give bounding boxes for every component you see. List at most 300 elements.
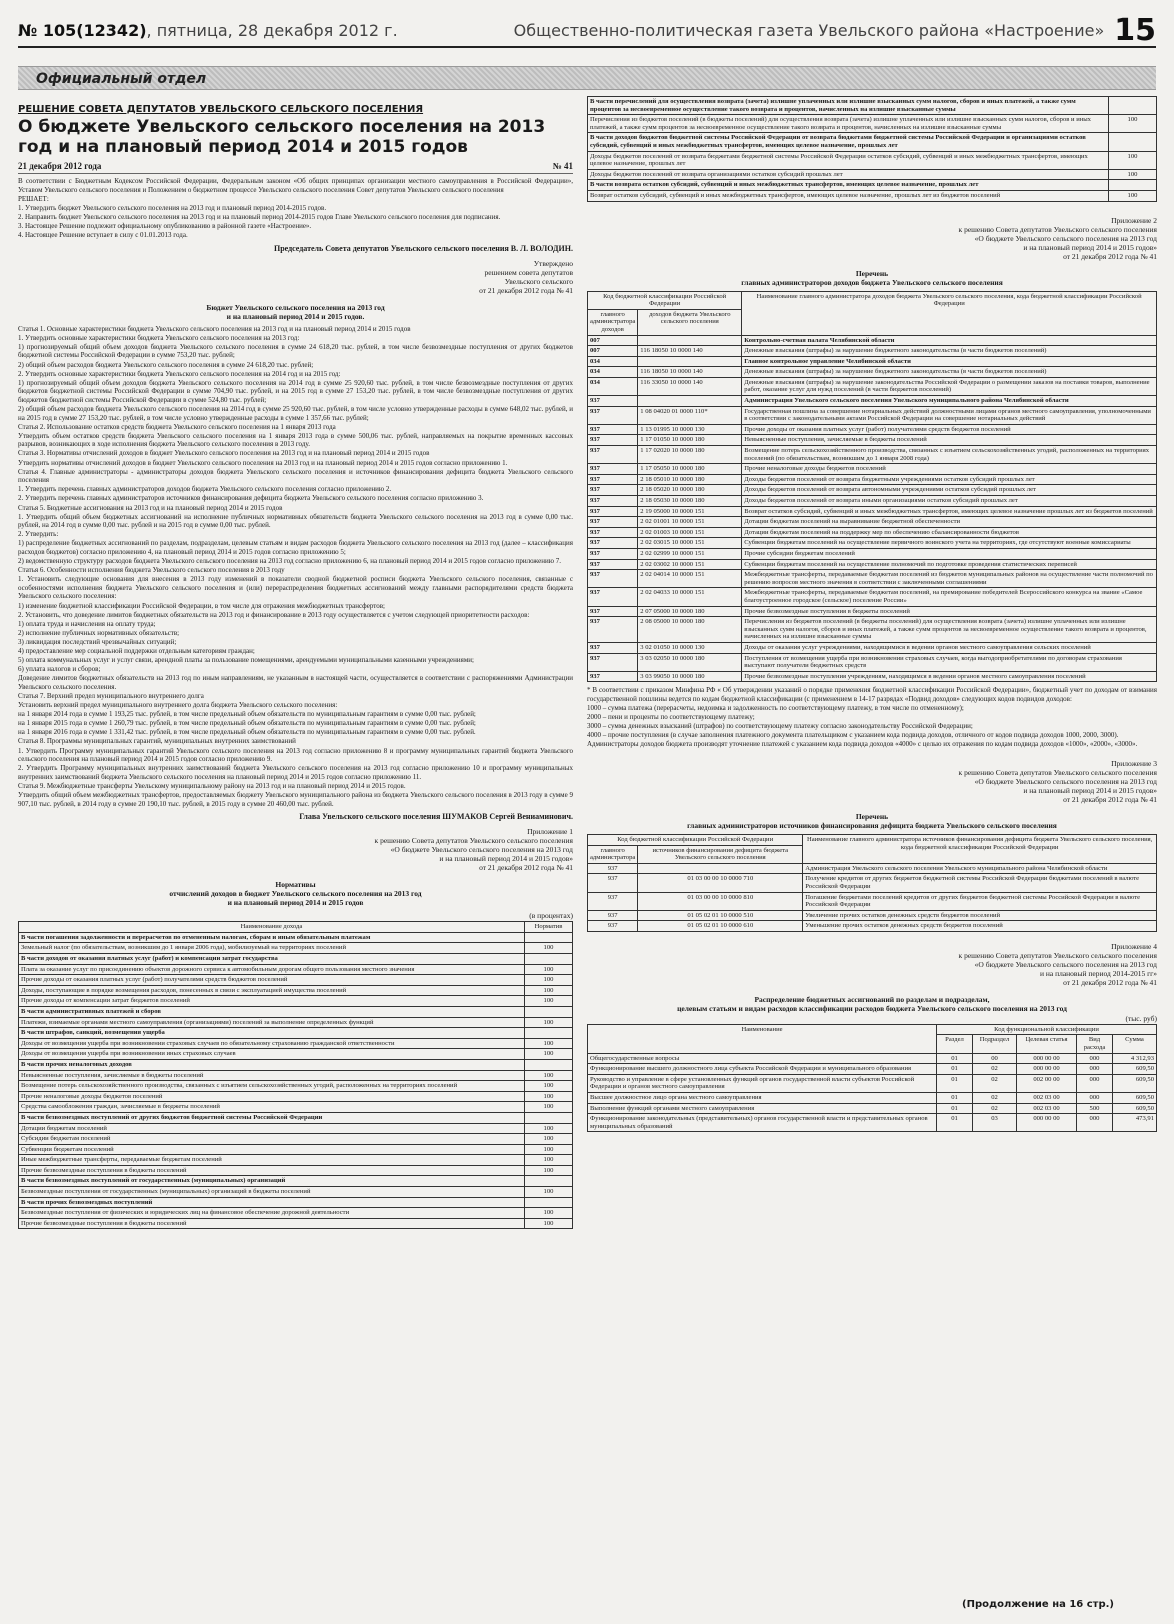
income-norm: 100 (525, 1208, 573, 1219)
table-row (588, 396, 1157, 407)
app3-title: Перечень главных администраторов источников финансирования дефицита бюджета Увельского сельского поселения (687, 811, 1057, 830)
income-code (638, 335, 742, 346)
income-description: Межбюджетные трансферты, передаваемые бюджетам поселений из бюджетов муниципальных районов на осуществление части полномочий по решению вопросов местного значения в соответствии с заключенными соглашениями (742, 570, 1157, 588)
income-name: Доходы от возмещения ущерба при возникновении страховых случаев по обязательному страхованию гражданской ответственности (19, 1038, 525, 1049)
expense-type: 000 (1077, 1093, 1113, 1104)
article-paragraph: 1) оплата труда и начисления на оплату труда; (18, 619, 156, 628)
table-row (588, 474, 1157, 485)
income-name: Прочие безвозмездные поступления в бюджеты поселений (19, 1218, 525, 1229)
table-row (588, 642, 1157, 653)
income-name: В части безвозмездных поступлений от других бюджетов бюджетной системы Российской Федерации (19, 1112, 525, 1123)
page-number: 15 (1114, 12, 1156, 48)
source-code: 01 05 02 01 10 0000 610 (638, 921, 803, 932)
table-row (588, 180, 1157, 191)
income-name: Прочие доходы от компенсации затрат бюджетов поселений (19, 996, 525, 1007)
income-name: Дотации бюджетам поселений (19, 1123, 525, 1134)
subsection-code: 03 (973, 1114, 1017, 1132)
table-row (588, 538, 1157, 549)
article-paragraph: 1. Утвердить Программу муниципальных гарантий Увельского сельского поселения на 2013 год согласно приложению 8 и программу муниципальных гарантий бюджета Увельского сельского поселения на плановый период 2014 и 2015 годов согласно приложению 9. (18, 746, 573, 764)
table-row (588, 1103, 1157, 1114)
admin-code: 937 (588, 506, 638, 517)
table-row (588, 1074, 1157, 1092)
income-name: В части прочих неналоговых доходов (19, 1059, 525, 1070)
income-norm: 100 (525, 996, 573, 1007)
left-column (18, 104, 573, 1229)
table-row (19, 1176, 573, 1187)
footnote-line: 1000 – сумма платежа (перерасчеты, недоимка и задолженность по соответствующему платежу, в том числе по отмененному); (587, 703, 964, 712)
admin-code: 937 (588, 642, 638, 653)
table-row (588, 506, 1157, 517)
table-row (588, 1053, 1157, 1064)
decision-kicker: РЕШЕНИЕ СОВЕТА ДЕПУТАТОВ УВЕЛЬСКОГО СЕЛЬСКОГО ПОСЕЛЕНИЯ (18, 104, 424, 115)
income-name: Прочие неналоговые доходы бюджетов поселений (19, 1091, 525, 1102)
app4-header-target: Целевая статья (1017, 1035, 1077, 1053)
table-row (588, 485, 1157, 496)
article-paragraph: Утвердить объем остатков средств бюджета Увельского сельского поселения на 1 января 2013 года в сумме 500,06 тыс. рублей, направляемых на покрытие временных кассовых разрывов, возникающих в ходе исполнения бюджета Увельского сельского поселения в 2013 году. (18, 431, 573, 449)
table-row (588, 435, 1157, 446)
article-paragraph: 2. Установить, что доведение лимитов бюджетных обязательств на 2013 год и финансирование в 2013 году осуществляется с учетом следующей приоритетности расходов: (18, 610, 530, 619)
income-norm: 100 (525, 1017, 573, 1028)
app1-table (18, 921, 573, 1229)
article-paragraph: 4) предоставление мер социальной поддержки отдельным категориям граждан; (18, 647, 255, 656)
table-row (19, 1155, 573, 1166)
income-description: Прочие доходы от оказания платных услуг (работ) получателями средств бюджетов поселений (742, 424, 1157, 435)
income-description: Доходы бюджетов поселений от возврата иными организациями остатков субсидий прошлых лет (742, 496, 1157, 507)
income-norm: 100 (525, 975, 573, 986)
app3-reference: Приложение 3 к решению Совета депутатов Увельского сельского поселения «О бюджете Увельского сельского поселения на 2013 год и на плановый период 2014 и 2015 годов» от 21 декабря 2012 года № 41 (958, 758, 1157, 804)
table-row (19, 1028, 573, 1039)
decision-text (18, 177, 573, 240)
app1-continued-table (587, 96, 1157, 202)
table-row (588, 671, 1157, 682)
income-norm: 100 (1109, 169, 1157, 180)
article-paragraph: 1. Утвердить основные характеристики бюджета Увельского сельского поселения на 2013 год: (18, 333, 300, 342)
income-norm: 100 (1109, 190, 1157, 201)
admin-code: 937 (588, 424, 638, 435)
article-paragraph: Статья 2. Использование остатков средств бюджета Увельского сельского поселения на 1 января 2013 года (18, 422, 336, 431)
section-code: 01 (937, 1114, 973, 1132)
income-norm (525, 954, 573, 965)
income-name: Иные межбюджетные трансферты, передаваемые бюджетам поселений (19, 1155, 525, 1166)
article-paragraph: 1. Утвердить перечень главных администраторов доходов бюджета Увельского сельского поселения согласно приложению 2. (18, 485, 392, 494)
table-row (588, 367, 1157, 378)
income-norm: 100 (525, 1134, 573, 1145)
issue-number: № 105(12342) (18, 20, 147, 40)
section-code: 01 (937, 1103, 973, 1114)
article-paragraph: Статья 5. Бюджетные ассигнования на 2013 год и на плановый период 2014 и 2015 годов (18, 503, 283, 512)
income-description: Администрация Увельского сельского поселения Увельского муниципального района Челябинской области (742, 396, 1157, 407)
income-description: Межбюджетные трансферты, передаваемые бюджетам поселений, на премирование победителей Всероссийского конкурса на звание «Самое благоустроенное городское (сельское) поселение России» (742, 588, 1157, 606)
table-row (588, 169, 1157, 180)
app3-header-name: Наименование главного администратора источников финансирования дефицита бюджета Увельского сельского поселения, кода бюджетной классификации Российской Федерации (803, 834, 1157, 863)
article-paragraph: 2) общий объем расходов бюджета Увельского сельского поселения в сумме 24 618,20 тыс. рублей; (18, 360, 314, 369)
subsection-code: 02 (973, 1093, 1017, 1104)
expense-sum: 609,50 (1113, 1103, 1157, 1114)
admin-code: 937 (588, 435, 638, 446)
admin-code: 937 (588, 406, 638, 424)
admin-code: 937 (588, 570, 638, 588)
table-row (588, 335, 1157, 346)
income-code: 1 13 01995 10 0000 130 (638, 424, 742, 435)
table-row (588, 606, 1157, 617)
expense-sum: 473,91 (1113, 1114, 1157, 1132)
table-row (588, 115, 1157, 133)
income-norm: 100 (525, 1081, 573, 1092)
income-norm: 100 (525, 1165, 573, 1176)
article-paragraph: 2) ведомственную структуру расходов бюджета Увельского сельского поселения на 2013 год согласно приложению 6, на плановый период 2014 и 2015 годов согласно приложению 7. (18, 557, 561, 566)
income-description: Денежные взыскания (штрафы) за нарушение бюджетного законодательства (в части бюджетов поселений) (742, 346, 1157, 357)
table-row (19, 1134, 573, 1145)
admin-code: 007 (588, 346, 638, 357)
income-name: Возмещение потерь сельскохозяйственного производства, связанных с изъятием сельскохозяйственных угодий, расположенных на территориях поселений (19, 1081, 525, 1092)
article-paragraph: 2. Утвердить Программу муниципальных внутренних заимствований бюджета Увельского сельского поселения на 2013 год согласно приложению 10 и программу муниципальных внутренних заимствований бюджета Увельского сельского поселения на плановый период 2014 и 2015 годов согласно приложению 11. (18, 764, 573, 781)
admin-code: 937 (588, 474, 638, 485)
table-row (19, 1102, 573, 1113)
income-norm (1109, 97, 1157, 115)
admin-code: 034 (588, 377, 638, 395)
section-title: Официальный отдел (18, 66, 1156, 90)
table-row (19, 1059, 573, 1070)
income-description: Возврат остатков субсидий, субвенций и иных межбюджетных трансфертов, имеющих целевое назначение прошлых лет из бюджетов поселений (742, 506, 1157, 517)
income-code: 3 03 02050 10 0000 180 (638, 653, 742, 671)
article-paragraph: на 1 января 2016 года в сумме 1 331,42 тыс. рублей, в том числе предельный объем обязательств по муниципальным гарантиям в сумме 0,00 тыс. рублей. (18, 728, 476, 737)
expense-name: Руководство и управление в сфере установленных функций органов государственной власти субъектов Российской Федерации и органов местного самоуправления (588, 1074, 937, 1092)
income-name: Прочие доходы от оказания платных услуг (работ) получателями средств бюджетов поселений (19, 975, 525, 986)
app4-header-subsection: Подраздел (973, 1035, 1017, 1053)
table-row (588, 1114, 1157, 1132)
income-code: 1 17 05050 10 0000 180 (638, 464, 742, 475)
table-row (19, 1038, 573, 1049)
table-row (588, 446, 1157, 464)
issue-info (18, 21, 398, 40)
table-row (588, 517, 1157, 528)
admin-code: 937 (588, 559, 638, 570)
subsection-code: 00 (973, 1053, 1017, 1064)
expense-type: 000 (1077, 1064, 1113, 1075)
article-paragraph: 2. Утвердить основные характеристики бюджета Увельского сельского поселения на 2014 год и на 2015 год: (18, 369, 341, 378)
section-code: 01 (937, 1093, 973, 1104)
target-code: 000 00 00 (1017, 1114, 1077, 1132)
paragraph: 3. Настоящее Решение подлежит официальному опубликованию в районной газете «Настроение». (18, 221, 312, 230)
income-name: Безвозмездные поступления от физических и юридических лиц на финансовое обеспечение дорожной деятельности (19, 1208, 525, 1219)
income-name: Перечисления из бюджетов поселений (в бюджеты поселений) для осуществления возврата (зачета) излишне уплаченных или излишне взысканных сумм налогов, сборов и иных платежей, а также сумм процентов за несвоевременное осуществление такого возврата и процентов, начисленных на излишне взысканные суммы (588, 115, 1109, 133)
table-row (19, 954, 573, 965)
article-paragraph: на 1 января 2015 года в сумме 1 260,79 тыс. рублей, в том числе предельный объем обязательств по муниципальным гарантиям в сумме 0,00 тыс. рублей; (18, 719, 476, 728)
page-header (18, 14, 1156, 48)
income-name: Плата за оказание услуг по присоединению объектов дорожного сервиса к автомобильным дорогам общего пользования местного значения (19, 964, 525, 975)
app2-header-name: Наименование главного администратора доходов бюджета Увельского сельского поселения, кода бюджетной классификации Российской Федерации (742, 291, 1157, 335)
income-description: Доходы от оказания услуг учреждениями, находящимися в ведении органов местного самоуправления сельских поселений (742, 642, 1157, 653)
table-row (588, 874, 1157, 892)
subsection-code: 02 (973, 1103, 1017, 1114)
article-paragraph: 1. Установить следующие основания для внесения в 2013 году изменений в показатели сводной бюджетной росписи бюджета Увельского сельского поселения, связанные с особенностями исполнения бюджета Увельского сельского поселения и (или) перераспределения бюджетных ассигнований между главными распорядителями средств бюджета Увельского сельского поселения: (18, 575, 573, 601)
admin-code: 937 (588, 874, 638, 892)
table-row (19, 1049, 573, 1060)
table-row (19, 1144, 573, 1155)
section-code: 01 (937, 1064, 973, 1075)
footnote-line: * В соответствии с приказом Минфина РФ « Об утверждении указаний о порядке применения бюджетной классификации Российской Федерации», бюджетный учет по доходам от взимания государственной пошлины ведется по кодам бюджетной классификации (с применением в 14-17 разрядах «Подвид доходов» следующих кодов подвидов доходов: (587, 686, 1157, 703)
app2-reference: Приложение 2 к решению Совета депутатов Увельского сельского поселения «О бюджете Увельского сельского поселения на 2013 год и на плановый период 2014 и 2015 годов» от 21 декабря 2012 года № 41 (958, 215, 1157, 261)
article-paragraph: 6) уплата налогов и сборов; (18, 665, 101, 674)
income-description: Контрольно-счетная палата Челябинской области (742, 335, 1157, 346)
subsection-code: 02 (973, 1064, 1017, 1075)
income-norm: 100 (1109, 151, 1157, 169)
approval-note: Утверждено решением совета депутатов Увельского сельского от 21 декабря 2012 года № 41 (479, 258, 573, 295)
article-paragraph: Утвердить нормативы отчислений доходов в бюджет Увельского сельского поселения на 2013 год и на плановый период 2014 и 2015 годов согласно приложению 1. (18, 458, 508, 467)
income-description: Прочие безвозмездные поступления в бюджеты поселений (742, 606, 1157, 617)
income-code: 2 18 05030 10 0000 180 (638, 496, 742, 507)
app1-header-norm: Норматив (525, 922, 573, 933)
income-description: Перечисления из бюджетов поселений (в бюджеты поселений) для осуществления возврата (зачета) излишне уплаченных или излишне взысканных сумм налогов, сборов и иных платежей, а также сумм процентов за несвоевременное осуществление такого возврата и процентов, начисленных на излишне взысканные суммы (742, 617, 1157, 643)
expense-name: Функционирование высшего должностного лица субъекта Российской Федерации и муниципального образования (588, 1064, 937, 1075)
income-norm: 100 (525, 1038, 573, 1049)
income-name: Доходы бюджетов поселений от возврата бюджетами бюджетной системы Российской Федерации остатков субсидий, субвенций и иных межбюджетных трансфертов, имеющих целевое назначение, прошлых лет (588, 151, 1109, 169)
decision-number: № 41 (552, 161, 573, 171)
income-description: Субвенции бюджетам поселений на осуществление первичного воинского учета на территориях, где отсутствуют военные комиссариаты (742, 538, 1157, 549)
app1-header-name: Наименование дохода (19, 922, 525, 933)
footnote-line: 4000 – прочие поступления (в случае заполнения платежного документа плательщиком с указанием кода подвида доходов, отличного от кодов подвида доходов 1000, 2000, 3000). (587, 731, 1119, 740)
app3-header-code: Код бюджетной классификации Российской Федерации (588, 834, 803, 845)
table-row (19, 1112, 573, 1123)
footnote-line: 3000 – сумма денежных взысканий (штрафов) по соответствующему платежу согласно законодательству Российской Федерации; (587, 722, 973, 731)
admin-code: 034 (588, 367, 638, 378)
income-name: Возврат остатков субсидий, субвенций и иных межбюджетных трансфертов, имеющих целевое назначение, прошлых лет из бюджетов поселений (588, 190, 1109, 201)
income-name: В части штрафов, санкций, возмещения ущерба (19, 1028, 525, 1039)
income-code: 1 08 04020 01 0000 110* (638, 406, 742, 424)
app4-table (587, 1024, 1157, 1133)
app4-header-name: Наименование (588, 1024, 937, 1053)
income-description: Главное контрольное управление Челябинской области (742, 356, 1157, 367)
income-description: Поступления от возмещения ущерба при возникновении страховых случаев, когда выгодоприобретателями по договорам страхования выступают получатели бюджетных средств (742, 653, 1157, 671)
income-name: В части безвозмездных поступлений от государственных (муниципальных) организаций (19, 1176, 525, 1187)
income-code: 3 03 99050 10 0000 180 (638, 671, 742, 682)
income-code (638, 356, 742, 367)
expense-sum: 609,50 (1113, 1064, 1157, 1075)
income-code: 2 02 02999 10 0000 151 (638, 548, 742, 559)
income-description: Невыясненные поступления, зачисляемые в бюджеты поселений (742, 435, 1157, 446)
table-row (19, 1165, 573, 1176)
source-description: Увеличение прочих остатков денежных средств бюджетов поселений (803, 910, 1157, 921)
table-row (19, 943, 573, 954)
article-paragraph: 2. Утвердить перечень главных администраторов источников финансирования дефицита бюджета Увельского сельского поселения согласно приложению 3. (18, 494, 484, 503)
table-row (588, 424, 1157, 435)
app4-header-group: Код функциональной классификации (937, 1024, 1157, 1035)
app4-header-sum: Сумма (1113, 1035, 1157, 1053)
head-signature: Глава Увельского сельского поселения ШУМАКОВ Сергей Вениаминович. (299, 812, 573, 822)
table-row (588, 1064, 1157, 1075)
income-norm (1109, 180, 1157, 191)
income-code: 1 17 01050 10 0000 180 (638, 435, 742, 446)
article-paragraph: Статья 4. Главные администраторы - администраторы доходов бюджета Увельского сельского поселения и источников финансирования дефицита бюджета Увельского сельского поселения (18, 467, 573, 485)
income-name: В части прочих безвозмездных поступлений (19, 1197, 525, 1208)
table-row (19, 964, 573, 975)
income-name: Доходы бюджетов поселений от возврата организациями остатков субсидий прошлых лет (588, 169, 1109, 180)
admin-code: 937 (588, 464, 638, 475)
income-code: 2 19 05000 10 0000 151 (638, 506, 742, 517)
income-name: В части перечислений для осуществления возврата (зачета) излишне уплаченных или излишне взысканных сумм налогов, сборов и иных платежей, а также сумм процентов за несвоевременное осуществление такого возврата и процентов, начисленных на излишне взысканные суммы (588, 97, 1109, 115)
income-norm: 100 (525, 1187, 573, 1198)
app3-header-source: источников финансирования дефицита бюджета Увельского сельского поселения (638, 845, 803, 863)
admin-code: 007 (588, 335, 638, 346)
app4-unit: (тыс. руб) (1125, 1013, 1157, 1023)
table-row (588, 617, 1157, 643)
article-paragraph: Статья 8. Программы муниципальных гарантий, муниципальных внутренних заимствований (18, 737, 296, 746)
income-code: 2 02 01003 10 0000 151 (638, 527, 742, 538)
income-description: Прочие безвозмездные поступления учреждениям, находящимся в ведении органов местного самоуправления поселений (742, 671, 1157, 682)
income-norm: 100 (525, 985, 573, 996)
table-row (19, 932, 573, 943)
table-row (19, 1208, 573, 1219)
income-norm: 100 (525, 1123, 573, 1134)
paragraph: 1. Утвердить бюджет Увельского сельского поселения на 2013 год и плановый период 2014-2015 годов. (18, 203, 327, 212)
article-paragraph: 1) распределение бюджетных ассигнований по разделам, подразделам, целевым статьям и видам расходов бюджета Увельского сельского поселения на 2013 год (далее – классификация расходов бюджетов) согласно приложению 4, на плановый период 2014 и 2015 годов согласно приложению 5; (18, 539, 573, 556)
app4-reference: Приложение 4 к решению Совета депутатов Увельского сельского поселения «О бюджете Увельского сельского поселения на 2013 год и на плановый период 2014-2015 гг» от 21 декабря 2012 года № 41 (958, 941, 1157, 987)
income-name: Земельный налог (по обязательствам, возникшим до 1 января 2006 года), мобилизуемый на территориях поселений (19, 943, 525, 954)
continued-note: (Продолжение на 16 стр.) (962, 1599, 1114, 1610)
income-code: 2 18 05020 10 0000 180 (638, 485, 742, 496)
article-paragraph: 5) оплата коммунальных услуг и услуг связи, арендной платы за пользование помещениями, арендуемыми муниципальными казенными учреждениями; (18, 656, 474, 665)
income-code: 116 18050 10 0000 140 (638, 346, 742, 357)
app1-reference: Приложение 1 к решению Совета депутатов Увельского сельского поселения «О бюджете Увельского сельского поселения на 2013 год и на плановый период 2014 и 2015 годов» от 21 декабря 2012 года № 41 (374, 827, 573, 873)
income-code: 2 02 04014 10 0000 151 (638, 570, 742, 588)
income-description: Дотации бюджетам поселений на поддержку мер по обеспечению сбалансированности бюджетов (742, 527, 1157, 538)
admin-code: 937 (588, 617, 638, 643)
income-norm (525, 1028, 573, 1039)
admin-code: 937 (588, 892, 638, 910)
income-description: Прочие субсидии бюджетам поселений (742, 548, 1157, 559)
article-paragraph: 1. Утвердить общий объем бюджетных ассигнований на исполнение публичных нормативных обязательств бюджета Увельского сельского поселения на 2013 год в сумме 0,00 тыс. рублей, на 2014 год в сумме 0,00 тыс. рублей и на 2015 год в сумме 0,00 тыс. рублей. (18, 512, 573, 530)
income-name: Прочие безвозмездные поступления в бюджеты поселений (19, 1165, 525, 1176)
table-row (588, 559, 1157, 570)
income-code: 2 02 03002 10 0000 151 (638, 559, 742, 570)
income-description: Дотации бюджетам поселений на выравнивание бюджетной обеспеченности (742, 517, 1157, 528)
expense-name: Высшее должностное лицо органа местного самоуправления (588, 1093, 937, 1104)
article-paragraph: 2. Утвердить: (18, 530, 59, 539)
income-name: Невыясненные поступления, зачисляемые в бюджеты поселений (19, 1070, 525, 1081)
section-code: 01 (937, 1053, 973, 1064)
income-norm: 100 (525, 964, 573, 975)
paragraph: 2. Направить бюджет Увельского сельского поселения на 2013 год и на плановый период 2014-2015 годов Главе Увельского сельского поселения для подписания. (18, 212, 501, 221)
app2-title: Перечень главных администраторов доходов бюджета Увельского сельского поселения (741, 268, 1003, 287)
table-row (19, 1218, 573, 1229)
income-norm (525, 1006, 573, 1017)
table-row (19, 1017, 573, 1028)
paragraph: РЕШАЕТ: (18, 194, 49, 203)
article-paragraph: 2) исполнение публичных нормативных обязательств; (18, 628, 180, 637)
table-row (588, 653, 1157, 671)
article-paragraph: Доведение лимитов бюджетных обязательств на 2013 год по иным направлениям, не указанным в настоящей части, осуществляется в соответствии с распоряжениями Администрации Увельского сельского поселения. (18, 674, 573, 691)
source-code: 01 03 00 00 10 0000 710 (638, 874, 803, 892)
admin-code: 937 (588, 517, 638, 528)
source-description: Уменьшение прочих остатков денежных средств бюджетов поселений (803, 921, 1157, 932)
table-row (588, 97, 1157, 115)
target-code: 002 03 00 (1017, 1103, 1077, 1114)
app1-unit: (в процентах) (529, 911, 573, 921)
admin-code: 937 (588, 653, 638, 671)
income-description: Государственная пошлина за совершение нотариальных действий должностными лицами органов местного самоуправления, уполномоченными в соответствии с законодательными актами Российской Федерации на совершение нотариальных действий (742, 406, 1157, 424)
income-name: В части возврата остатков субсидий, субвенций и иных межбюджетных трансфертов, имеющих целевое назначение, прошлых лет (588, 180, 1109, 191)
expense-name: Функционирование законодательных (представительных) органов государственной власти и представительных органов муниципальных образований (588, 1114, 937, 1132)
budget-title: Бюджет Увельского сельского поселения на 2013 год и на плановый период 2014 и 2015 годов. (206, 302, 385, 321)
income-norm (525, 1059, 573, 1070)
table-row (19, 1006, 573, 1017)
article-paragraph: Установить верхний предел муниципального внутреннего долга бюджета Увельского сельского поселения: (18, 701, 338, 710)
table-row (588, 346, 1157, 357)
newspaper-name: Общественно-политическая газета Увельского района «Настроение» (513, 20, 1105, 40)
table-row (588, 377, 1157, 395)
income-code: 2 02 01001 10 0000 151 (638, 517, 742, 528)
income-name: В части административных платежей и сборов (19, 1006, 525, 1017)
paragraph: В соответствии с Бюджетным Кодексом Российской Федерации, Федеральным законом «Об общих принципах организации местного самоуправления в Российской Федерации», Уставом Увельского сельского поселения и Положением о бюджетном процессе Увельского сельского поселения Совет депутатов Увельского сельского поселения (18, 177, 573, 194)
table-row (588, 910, 1157, 921)
app4-header-section: Раздел (937, 1035, 973, 1053)
income-code: 2 08 05000 10 0000 180 (638, 617, 742, 643)
article-paragraph: на 1 января 2014 года в сумме 1 193,25 тыс. рублей, в том числе предельный объем обязательств по муниципальным гарантиям в сумме 0,00 тыс. рублей; (18, 710, 476, 719)
income-name: Безвозмездные поступления от государственных (муниципальных) организаций в бюджеты поселений (19, 1187, 525, 1198)
footnote-line: 2000 – пени и проценты по соответствующему платежу; (587, 713, 755, 722)
income-description: Денежные взыскания (штрафы) за нарушение бюджетного законодательства (в части бюджетов поселений) (742, 367, 1157, 378)
income-code: 2 02 03015 10 0000 151 (638, 538, 742, 549)
income-name: Средства самообложения граждан, зачисляемые в бюджеты поселений (19, 1102, 525, 1113)
income-norm: 100 (525, 1091, 573, 1102)
income-name: Доходы от возмещения ущерба при возникновении иных страховых случаев (19, 1049, 525, 1060)
subsection-code: 02 (973, 1074, 1017, 1092)
paragraph: 4. Настоящее Решение вступает в силу с 01.01.2013 года. (18, 231, 188, 240)
footnote-line: Администраторы доходов бюджета производят уточнение платежей с указанием кода подвида доходов «4000» с целью их отражения по кодам подвида доходов «1000», «2000», «3000». (587, 740, 1138, 749)
source-code (638, 863, 803, 874)
table-row (588, 496, 1157, 507)
source-description: Погашение бюджетами поселений кредитов от других бюджетов бюджетной системы Российской Федерации в валюте Российской Федерации (803, 892, 1157, 910)
app3-header-admin: главного администратора (588, 845, 638, 863)
source-description: Администрация Увельского сельского поселения Увельского муниципального района Челябинской области (803, 863, 1157, 874)
income-norm: 100 (525, 1070, 573, 1081)
admin-code: 937 (588, 496, 638, 507)
admin-code: 937 (588, 548, 638, 559)
income-norm: 100 (1109, 115, 1157, 133)
expense-type: 000 (1077, 1053, 1113, 1064)
income-code: 116 33050 10 0000 140 (638, 377, 742, 395)
table-row (19, 996, 573, 1007)
income-description: Доходы бюджетов поселений от возврата бюджетными учреждениями остатков субсидий прошлых лет (742, 474, 1157, 485)
admin-code: 034 (588, 356, 638, 367)
app1-title: Нормативы отчислений доходов в бюджет Увельского сельского поселения на 2013 год и на плановый период 2014 и 2015 годов (169, 880, 422, 908)
article-paragraph: 1) прогнозируемый общий объем доходов бюджета Увельского сельского поселения на 2014 год в сумме 25 920,60 тыс. рублей, в том числе безвозмездные поступления от других бюджетов бюджетной системы Российской Федерации в сумме 704,90 тыс. рублей, и на 2015 год в сумме 27 153,20 тыс. рублей, в том числе безвозмездные поступления от других бюджетов бюджетной системы Российской Федерации в сумме 524,80 тыс. рублей; (18, 378, 573, 404)
article-paragraph: 1) изменение бюджетной классификации Российской Федерации, в том числе для отражения межбюджетных трансфертов; (18, 601, 385, 610)
table-row (588, 464, 1157, 475)
income-name: Субсидии бюджетам поселений (19, 1134, 525, 1145)
app3-table (587, 834, 1157, 932)
income-code: 2 18 05010 10 0000 180 (638, 474, 742, 485)
table-row (588, 133, 1157, 151)
admin-code: 937 (588, 921, 638, 932)
expense-sum: 609,50 (1113, 1074, 1157, 1092)
income-norm: 100 (525, 1218, 573, 1229)
admin-code: 937 (588, 485, 638, 496)
table-row (19, 985, 573, 996)
table-row (588, 356, 1157, 367)
income-norm: 100 (525, 1102, 573, 1113)
admin-code: 937 (588, 588, 638, 606)
table-row (588, 921, 1157, 932)
income-norm: 100 (525, 943, 573, 954)
table-row (588, 570, 1157, 588)
section-code: 01 (937, 1074, 973, 1092)
expense-type: 000 (1077, 1074, 1113, 1092)
article-paragraph: Статья 6. Особенности исполнения бюджета Увельского сельского поселения в 2013 году (18, 566, 285, 575)
app2-footnote (587, 686, 1157, 749)
chairman-signature: Председатель Совета депутатов Увельского сельского поселения В. Л. ВОЛОДИН. (273, 243, 573, 253)
source-code: 01 03 00 00 10 0000 810 (638, 892, 803, 910)
